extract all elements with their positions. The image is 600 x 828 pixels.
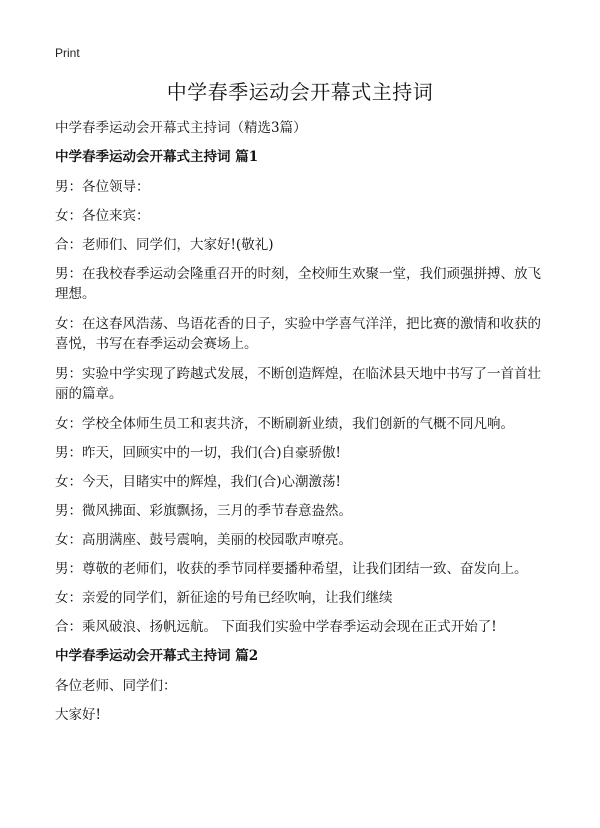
script-line: 男：微风拂面、彩旗飘扬，三月的季节春意盎然。 xyxy=(55,503,352,519)
script-line: 男：在我校春季运动会隆重召开的时刻，全校师生欢聚一堂，我们顽强拼搏、放飞理想。 xyxy=(55,266,541,302)
script-line: 女：学校全体师生员工和衷共济，不断刷新业绩，我们创新的气概不同凡响。 xyxy=(55,416,514,432)
script-line: 女：今天，目睹实中的辉煌，我们(合)心潮激荡! xyxy=(55,474,341,490)
print-link[interactable]: Print xyxy=(55,46,80,60)
section-heading-1: 中学春季运动会开幕式主持词 篇1 xyxy=(55,149,259,165)
script-line: 女：亲爱的同学们，新征途的号角已经吹响，让我们继续 xyxy=(55,590,393,606)
script-line: 男：各位领导： xyxy=(55,179,150,195)
script-line: 女：高朋满座、鼓号震响，美丽的校园歌声嘹亮。 xyxy=(55,532,352,548)
script-line: 大家好! xyxy=(55,707,101,723)
script-line: 男：实验中学实现了跨越式发展，不断创造辉煌，在临沭县天地中书写了一首首壮丽的篇章。 xyxy=(55,366,541,402)
document-body xyxy=(55,118,550,734)
script-line: 女：各位来宾： xyxy=(55,208,150,224)
section-heading-2: 中学春季运动会开幕式主持词 篇2 xyxy=(55,648,259,664)
script-line: 各位老师、同学们： xyxy=(55,678,177,694)
document-title: 中学春季运动会开幕式主持词 xyxy=(166,80,434,104)
intro-text: 中学春季运动会开幕式主持词（精选3篇） xyxy=(55,120,307,136)
script-line: 合：乘风破浪、扬帆远航。 下面我们实验中学春季运动会现在正式开始了! xyxy=(55,619,497,635)
script-line: 合：老师们、同学们，大家好!(敬礼) xyxy=(55,237,274,253)
script-line: 女：在这春风浩荡、鸟语花香的日子，实验中学喜气洋洋，把比赛的激情和收获的喜悦，书写在春季运动会赛场上。 xyxy=(55,316,541,352)
script-line: 男：昨天，回顾实中的一切，我们(合)自豪骄傲! xyxy=(55,445,341,461)
script-line: 男：尊敬的老师们，收获的季节同样要播种希望，让我们团结一致、奋发向上。 xyxy=(55,561,528,577)
